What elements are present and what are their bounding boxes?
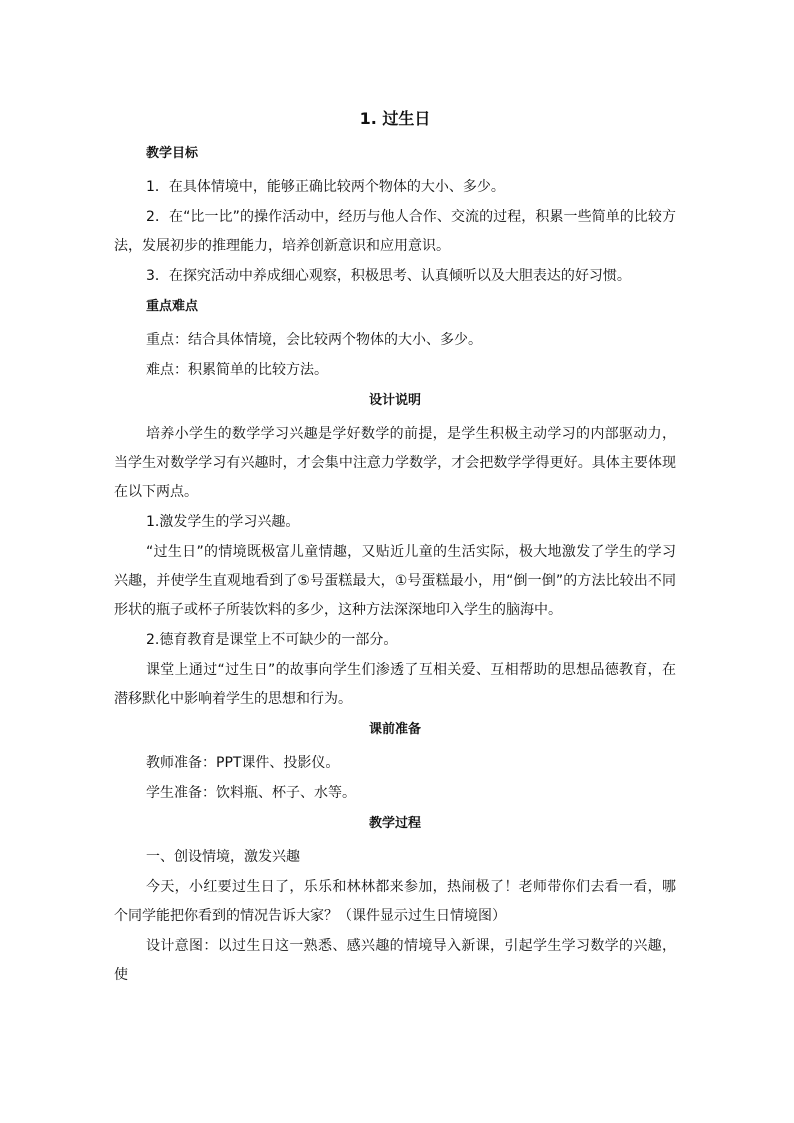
goal-item-1: 1．在具体情境中，能够正确比较两个物体的大小、多少。	[146, 179, 505, 195]
document-title: 1. 过生日	[359, 109, 431, 128]
goal-item-3: 3．在探究活动中养成细心观察，积极思考、认真倾听以及大胆表达的好习惯。	[146, 268, 631, 284]
section-heading-preparation: 课前准备	[368, 722, 421, 737]
process-paragraph-2: 设计意图：以过生日这一熟悉、感兴趣的情境导入新课，引起学生学习数学的兴趣，使	[114, 938, 676, 983]
design-paragraph-5: 课堂上通过“过生日”的故事向学生们渗透了互相关爱、互相帮助的思想品德教育，在潜移默化中影响着学生的思想和行为。	[114, 662, 676, 707]
design-paragraph-1: 培养小学生的数学学习兴趣是学好数学的前提，是学生积极主动学习的内部驱动力，当学生对数学学习有兴趣时，才会集中注意力学数学，才会把数学学得更好。具体主要体现在以下两点。	[114, 426, 676, 500]
prep-student-item: 学生准备：饮料瓶、杯子、水等。	[146, 785, 356, 801]
process-paragraph-1: 今天，小红要过生日了，乐乐和林林都来参加，热闹极了！老师带你们去看一看，哪个同学能把你看到的情况告诉大家？（课件显示过生日情境图）	[114, 879, 676, 924]
document-body	[114, 108, 676, 991]
section-heading-key-points: 重点难点	[146, 299, 199, 314]
design-paragraph-4: 2.德育教育是课堂上不可缺少的一部分。	[146, 632, 398, 648]
section-heading-goals: 教学目标	[146, 146, 199, 161]
key-point-item: 重点：结合具体情境，会比较两个物体的大小、多少。	[146, 332, 482, 348]
goal-item-2: 2．在“比一比”的操作活动中，经历与他人合作、交流的过程，积累一些简单的比较方法，发展初步的推理能力，培养创新意识和应用意识。	[114, 209, 676, 254]
design-paragraph-2: 1.激发学生的学习兴趣。	[146, 514, 300, 530]
difficult-point-item: 难点：积累简单的比较方法。	[146, 362, 328, 378]
section-heading-process: 教学过程	[368, 816, 421, 831]
design-paragraph-3: “过生日”的情境既极富儿童情趣，又贴近儿童的生活实际，极大地激发了学生的学习兴趣，并使学生直观地看到了⑤号蛋糕最大，①号蛋糕最小，用“倒一倒”的方法比较出不同形状的瓶子或杯子所装饮料的多少，这种方法深深地印入学生的脑海中。	[114, 544, 676, 618]
process-step-heading: 一、创设情境，激发兴趣	[146, 849, 300, 865]
prep-teacher-item: 教师准备：PPT课件、投影仪。	[146, 755, 340, 771]
section-heading-design: 设计说明	[368, 393, 421, 408]
